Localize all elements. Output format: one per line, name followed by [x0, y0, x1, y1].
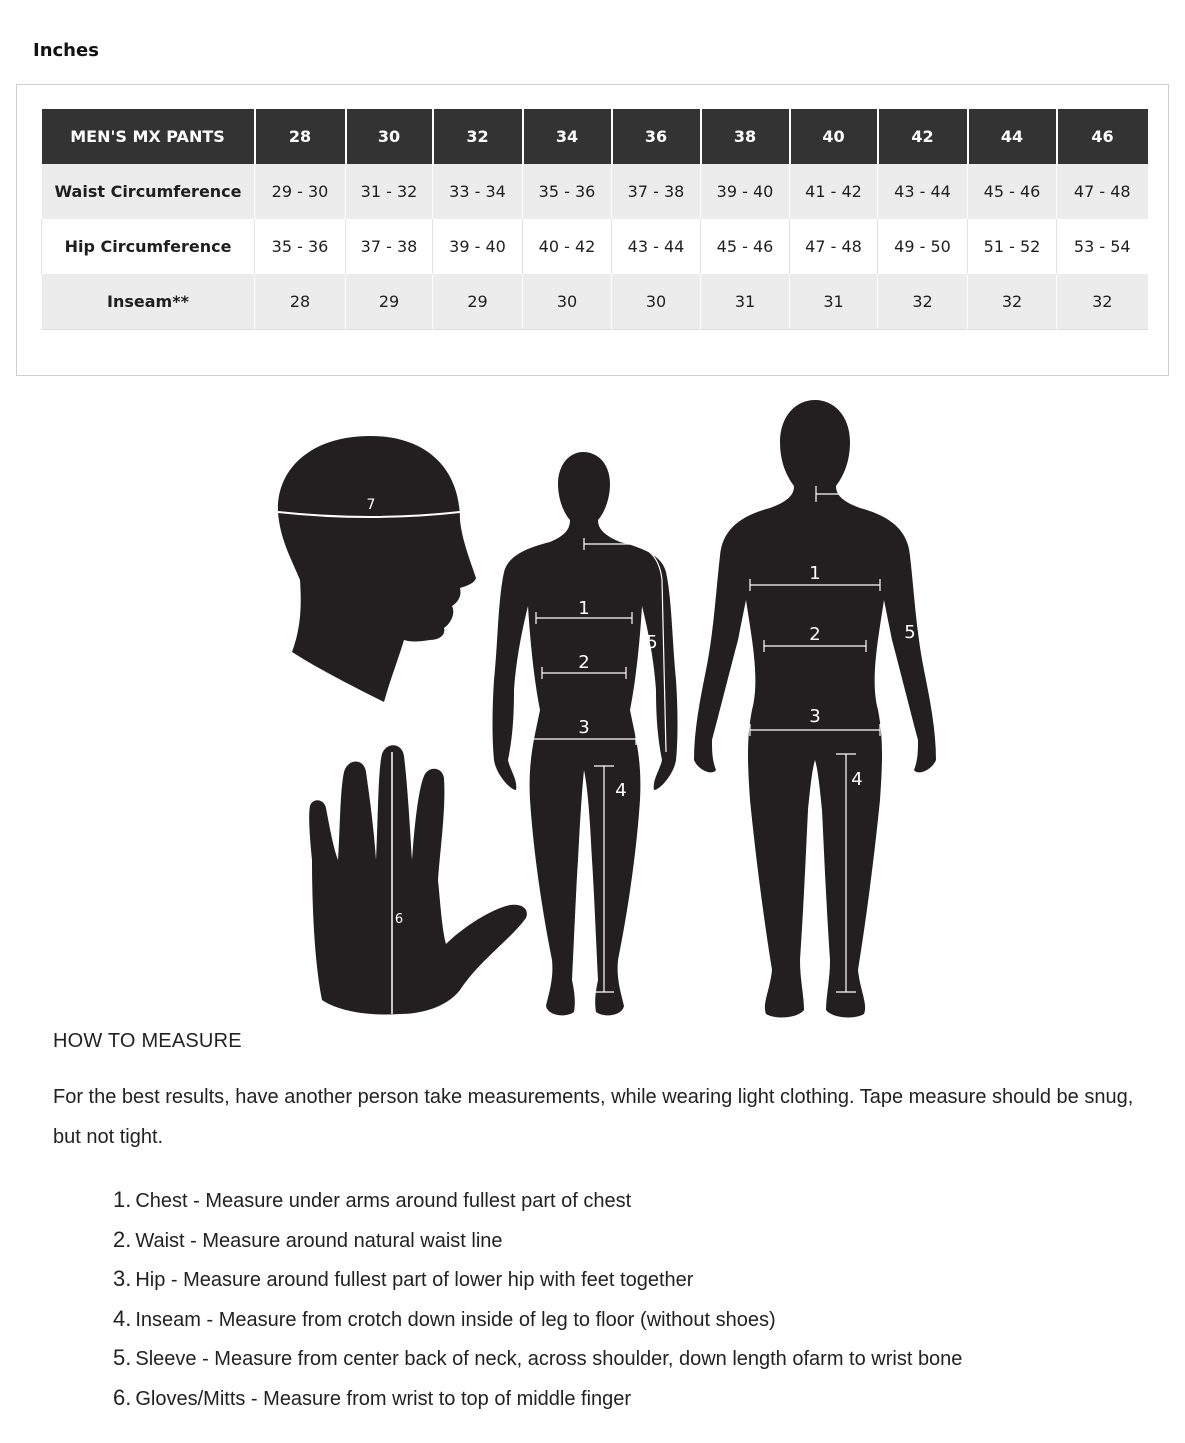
table-cell: 37 - 38 — [346, 219, 433, 274]
table-cell: 41 - 42 — [790, 164, 878, 219]
table-header-cell: 46 — [1057, 109, 1148, 164]
table-header-cell: 34 — [523, 109, 612, 164]
table-header-cell: 30 — [346, 109, 433, 164]
table-cell: 45 - 46 — [701, 219, 790, 274]
size-chart-panel — [16, 84, 1169, 376]
step-number: 4. — [113, 1305, 132, 1331]
table-cell: 32 — [1057, 274, 1148, 330]
row-label: Inseam** — [42, 274, 255, 330]
male-label-waist: 2 — [809, 624, 821, 645]
row-label: Waist Circumference — [42, 164, 255, 219]
table-cell: 47 - 48 — [790, 219, 878, 274]
table-cell: 39 - 40 — [433, 219, 523, 274]
list-item — [113, 1180, 962, 1220]
table-header-cell: 38 — [701, 109, 790, 164]
table-cell: 45 - 46 — [968, 164, 1057, 219]
table-cell: 32 — [968, 274, 1057, 330]
list-item — [113, 1259, 962, 1299]
female-silhouette — [493, 452, 678, 1015]
step-text: Waist - Measure around natural waist line — [135, 1229, 503, 1252]
table-cell: 31 — [701, 274, 790, 330]
table-cell: 47 - 48 — [1057, 164, 1148, 219]
male-label-sleeve: 5 — [904, 622, 916, 643]
table-cell: 29 — [433, 274, 523, 330]
measurement-steps-list — [113, 1180, 962, 1418]
table-cell: 39 - 40 — [701, 164, 790, 219]
head-silhouette — [278, 436, 476, 702]
table-cell: 31 — [790, 274, 878, 330]
size-chart-table — [41, 109, 1148, 330]
head-label: 7 — [366, 497, 376, 513]
table-cell: 49 - 50 — [878, 219, 968, 274]
table-header-cell: 42 — [878, 109, 968, 164]
hand-label: 6 — [394, 912, 404, 927]
table-header-cell: 28 — [255, 109, 346, 164]
table-cell: 29 - 30 — [255, 164, 346, 219]
male-label-chest: 1 — [809, 563, 821, 584]
table-cell: 35 - 36 — [255, 219, 346, 274]
table-cell: 31 - 32 — [346, 164, 433, 219]
list-item — [113, 1338, 962, 1378]
male-silhouette — [694, 400, 936, 1017]
step-number: 1. — [113, 1187, 132, 1212]
table-cell: 51 - 52 — [968, 219, 1057, 274]
table-cell: 33 - 34 — [433, 164, 523, 219]
female-label-sleeve: 5 — [646, 632, 658, 653]
measurement-illustration — [0, 390, 1185, 1030]
how-to-measure-heading: HOW TO MEASURE — [53, 1030, 242, 1052]
table-header-cell: MEN'S MX PANTS — [42, 109, 255, 164]
female-label-waist: 2 — [578, 652, 590, 673]
step-text: Inseam - Measure from crotch down inside of leg to floor (without shoes) — [135, 1308, 776, 1331]
female-label-chest: 1 — [578, 598, 590, 619]
step-number: 6. — [113, 1384, 132, 1410]
row-label: Hip Circumference — [42, 219, 255, 274]
table-cell: 53 - 54 — [1057, 219, 1148, 274]
table-cell: 37 - 38 — [612, 164, 701, 219]
step-number: 2. — [113, 1226, 132, 1252]
units-label: Inches — [33, 40, 99, 61]
how-to-measure-intro: For the best results, have another person take measurements, while wearing light clothing. Tape measure should be snug, but not tight. — [53, 1086, 1134, 1148]
step-number: 3. — [113, 1266, 132, 1292]
list-item — [113, 1378, 962, 1418]
table-cell: 40 - 42 — [523, 219, 612, 274]
female-label-hip: 3 — [578, 717, 590, 738]
table-cell: 43 - 44 — [612, 219, 701, 274]
step-text: Hip - Measure around fullest part of lower hip with feet together — [135, 1269, 694, 1292]
table-row-waist — [42, 164, 1148, 219]
step-text: Chest - Measure under arms around fullest part of chest — [135, 1190, 632, 1212]
table-header-row — [42, 109, 1148, 164]
table-header-cell: 44 — [968, 109, 1057, 164]
table-cell: 28 — [255, 274, 346, 330]
hand-silhouette — [309, 745, 527, 1014]
table-cell: 32 — [878, 274, 968, 330]
table-cell: 30 — [612, 274, 701, 330]
table-cell: 30 — [523, 274, 612, 330]
table-header-cell: 32 — [433, 109, 523, 164]
table-row-hip — [42, 219, 1148, 274]
step-text: Gloves/Mitts - Measure from wrist to top of middle finger — [135, 1387, 632, 1410]
step-number: 5. — [113, 1345, 132, 1371]
table-cell: 35 - 36 — [523, 164, 612, 219]
table-header-cell: 36 — [612, 109, 701, 164]
male-label-hip: 3 — [809, 706, 821, 727]
male-label-inseam: 4 — [851, 769, 863, 790]
list-item — [113, 1220, 962, 1260]
table-header-cell: 40 — [790, 109, 878, 164]
table-cell: 43 - 44 — [878, 164, 968, 219]
table-row-inseam — [42, 274, 1148, 330]
list-item — [113, 1299, 962, 1339]
step-text: Sleeve - Measure from center back of neck, across shoulder, down length ofarm to wrist bone — [135, 1348, 963, 1371]
female-label-inseam: 4 — [615, 780, 627, 801]
table-cell: 29 — [346, 274, 433, 330]
